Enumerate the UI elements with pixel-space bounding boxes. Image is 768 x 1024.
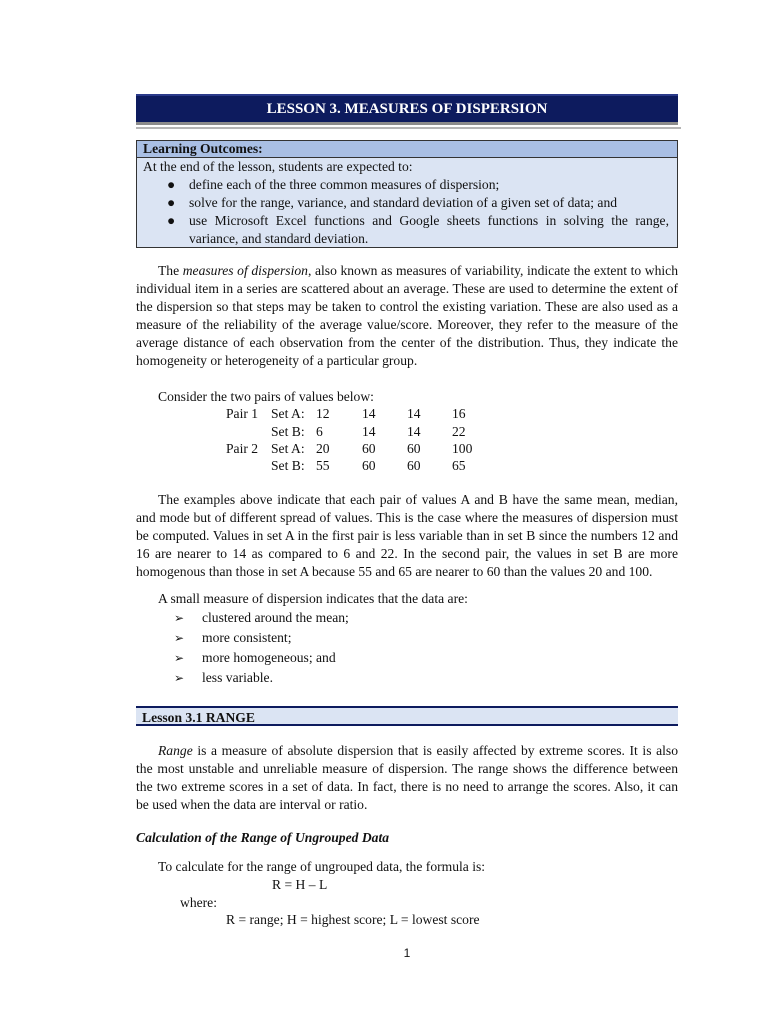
bullet-icon: ●	[167, 195, 176, 210]
arrow-bullet-icon: ➢	[174, 631, 185, 645]
title-divider	[136, 122, 678, 125]
list-item	[174, 629, 349, 649]
pair-label: Pair 2	[226, 441, 259, 456]
range-paragraph	[136, 742, 678, 814]
pair-label: Pair 1	[226, 406, 259, 421]
formula-intro: To calculate for the range of ungrouped data, the formula is:	[158, 859, 486, 874]
arrow-bullet-icon: ➢	[174, 671, 185, 685]
learning-outcomes-box	[136, 140, 678, 248]
learning-outcome-item	[137, 194, 677, 212]
range-term: Range	[158, 743, 193, 758]
pair-value: 6	[316, 424, 323, 439]
learning-outcomes-list	[137, 176, 677, 248]
bullet-icon: ●	[167, 213, 176, 228]
pair-value: 65	[452, 458, 466, 473]
lesson-title: LESSON 3. MEASURES OF DISPERSION	[136, 94, 678, 122]
range-formula: R = H – L	[272, 877, 328, 892]
intro-term: measures of dispersion	[182, 263, 308, 278]
pair-value: 100	[452, 441, 473, 456]
set-label: Set B:	[271, 458, 305, 473]
pair-value: 14	[407, 424, 421, 439]
examples-text: The examples above indicate that each pair of values A and B have the same mean, median, and mode but of different spread of values. This is the case where the measures of dispersion must be computed. Values in set A in the first pair is less variable than in set B since the numbers 12 and 16 are nearer to 14 as compared to 6 and 22. In the second pair, the values in set B are more homogenous than those in set A because 55 and 65 are nearer to 60 than the values 20 and 100.	[136, 492, 678, 579]
list-item	[174, 649, 349, 669]
pair-value: 60	[407, 458, 421, 473]
arrow-bullet-icon: ➢	[174, 651, 185, 665]
pair-value: 20	[316, 441, 330, 456]
intro-rest: , also known as measures of variability, indicate the extent to which individual item in a series are scattered about an average. These are used to determine the extent of the dispersion so that steps may be taken to control the existing variation. These are also used as a measure of the reliability of the average value/score. Moreover, they refer to the measure of the average distance of each observation from the center of the distribution. Thus, they indicate the homogeneity or heterogeneity of a particular group.	[136, 263, 679, 368]
learning-outcomes-intro: At the end of the lesson, students are expected to:	[143, 159, 413, 174]
set-label: Set A:	[271, 406, 305, 421]
pair-value: 60	[407, 441, 421, 456]
learning-outcome-item	[137, 212, 677, 248]
range-rest: is a measure of absolute dispersion that is easily affected by extreme scores. It is also the most unstable and unreliable measure of dispersion. The range shows the difference between the two extreme scores in a set of data. In fact, there is no need to arrange the scores. Also, it can be used when the data are interval or ratio.	[136, 743, 678, 812]
set-label: Set B:	[271, 424, 305, 439]
list-item-text: less variable.	[202, 670, 273, 685]
list-item	[174, 669, 349, 689]
pair-value: 16	[452, 406, 466, 421]
learning-outcome-item	[137, 176, 677, 194]
small-measure-list	[174, 609, 349, 689]
pair-value: 22	[452, 424, 466, 439]
learning-outcome-text: solve for the range, variance, and standard deviation of a given set of data; and	[189, 195, 618, 210]
title-divider-secondary	[136, 127, 681, 129]
small-measure-intro: A small measure of dispersion indicates that the data are:	[158, 591, 468, 606]
pair-value: 55	[316, 458, 330, 473]
formula-definitions: R = range; H = highest score; L = lowest score	[226, 912, 480, 927]
pair-value: 12	[316, 406, 330, 421]
section-heading: Lesson 3.1 RANGE	[136, 706, 678, 726]
intro-paragraph	[136, 262, 678, 370]
intro-lead: The	[158, 263, 183, 278]
learning-outcome-text: define each of the three common measures of dispersion;	[189, 177, 500, 192]
where-label: where:	[180, 895, 217, 910]
learning-outcomes-heading: Learning Outcomes:	[137, 141, 677, 158]
arrow-bullet-icon: ➢	[174, 611, 185, 625]
list-item-text: more homogeneous; and	[202, 650, 336, 665]
subheading: Calculation of the Range of Ungrouped Data	[136, 830, 390, 845]
list-item	[174, 609, 349, 629]
pair-value: 14	[362, 406, 376, 421]
consider-text: Consider the two pairs of values below:	[158, 389, 374, 404]
pair-value: 14	[362, 424, 376, 439]
set-label: Set A:	[271, 441, 305, 456]
list-item-text: more consistent;	[202, 630, 292, 645]
pair-value: 60	[362, 441, 376, 456]
pair-value: 14	[407, 406, 421, 421]
learning-outcome-text: use Microsoft Excel functions and Google sheets functions in solving the range, variance, and standard deviation.	[189, 213, 669, 246]
list-item-text: clustered around the mean;	[202, 610, 349, 625]
page-number: 1	[403, 946, 411, 960]
bullet-icon: ●	[167, 177, 176, 192]
pair-value: 60	[362, 458, 376, 473]
examples-paragraph	[136, 491, 678, 581]
